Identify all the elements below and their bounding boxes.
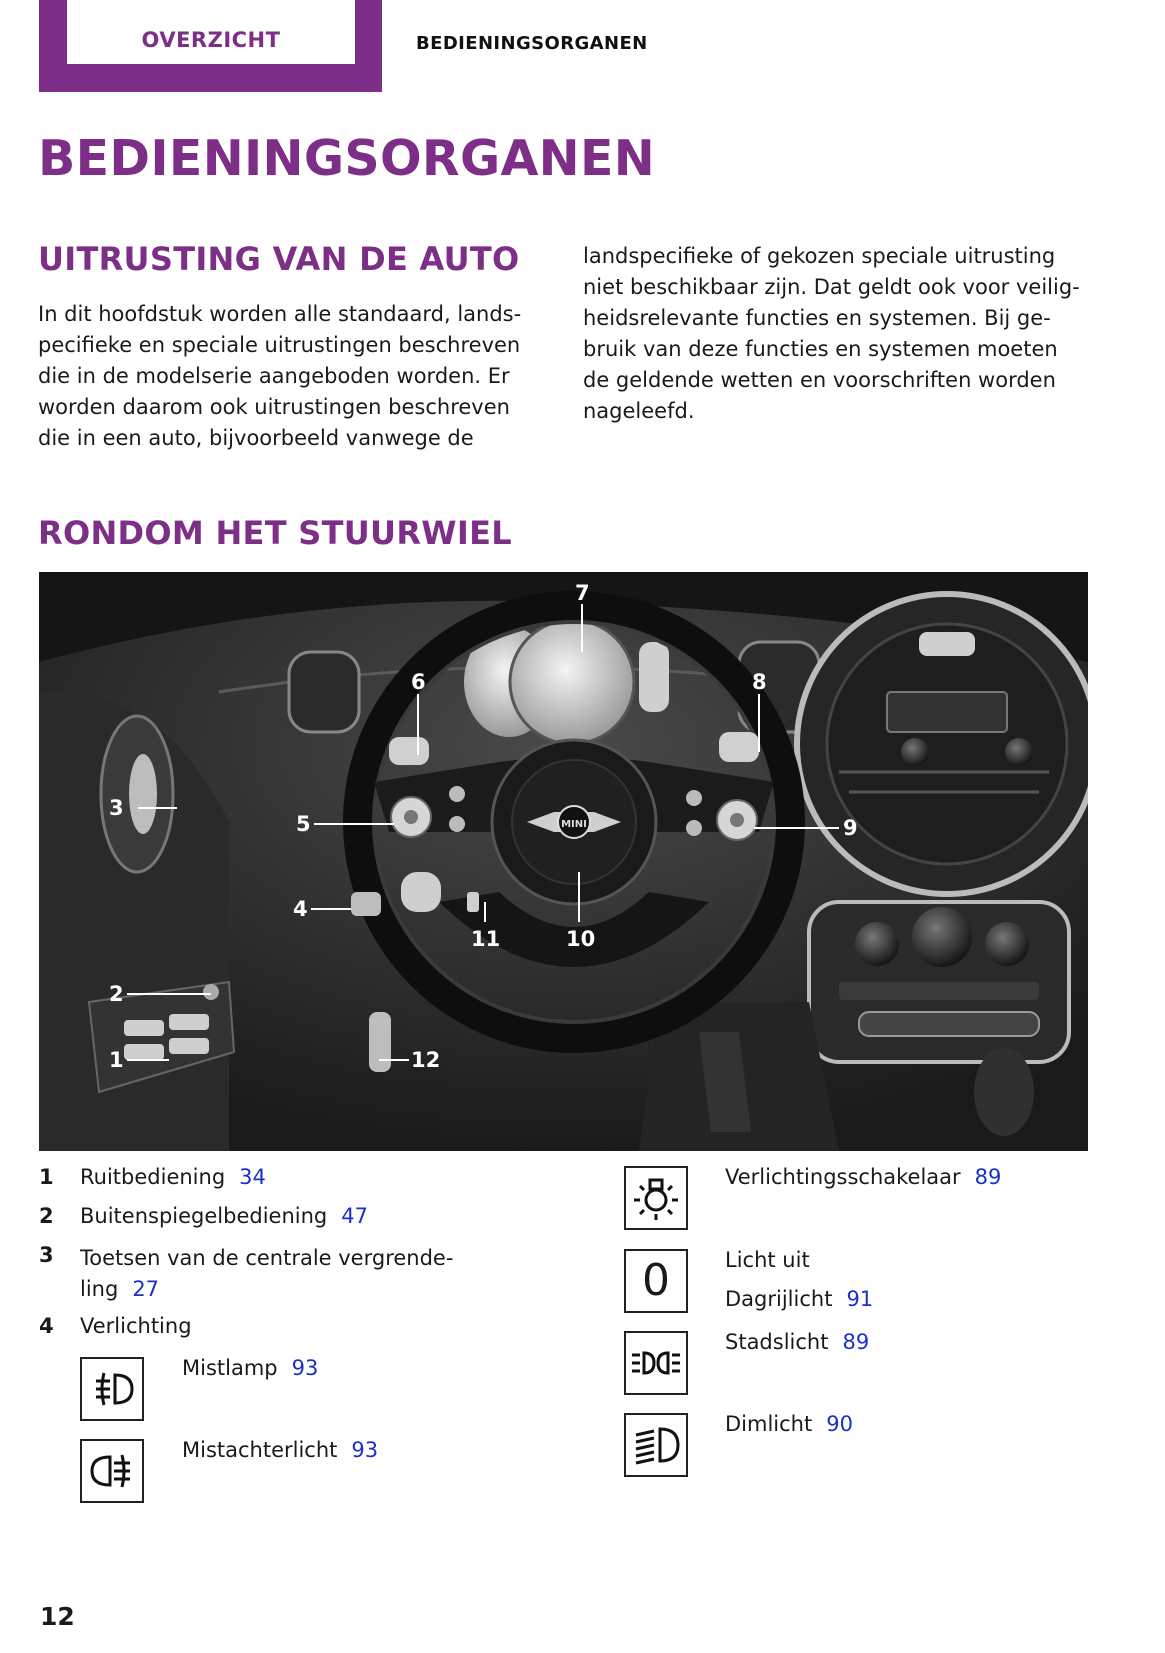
- section-heading-uitrusting: UITRUSTING VAN DE AUTO: [38, 240, 520, 278]
- legend-sub-licht-uit: [725, 1248, 810, 1272]
- rear-fog-lamp-icon: [80, 1439, 144, 1503]
- callout-8: 8: [752, 670, 767, 694]
- intro-column-right: [583, 241, 1083, 427]
- page-ref-link[interactable]: 90: [826, 1412, 853, 1436]
- callout-4: 4: [293, 897, 308, 921]
- lights-off-icon: [624, 1249, 688, 1313]
- legend-item-verlichting: [80, 1314, 192, 1338]
- callout-11: 11: [471, 927, 501, 951]
- callout-7: 7: [575, 581, 590, 605]
- mini-badge-text: MINI: [561, 819, 587, 830]
- legend-num-1: 1: [39, 1165, 54, 1189]
- legend-sub-stadslicht: [725, 1330, 869, 1354]
- legend-sub-mistlamp: [182, 1356, 318, 1380]
- callout-3: 3: [109, 796, 124, 820]
- legend-label: Stadslicht: [725, 1330, 829, 1354]
- page-ref-link[interactable]: 93: [351, 1438, 379, 1462]
- text-line: landspecifieke of gekozen speciale uitrusting: [583, 244, 1056, 268]
- legend-sub-verlichtingsschakelaar: [725, 1165, 1001, 1189]
- legend-label: Mistachterlicht: [182, 1438, 338, 1462]
- legend-label-cont: ling: [80, 1277, 119, 1301]
- legend-item-ruitbediening: [80, 1165, 266, 1189]
- callout-10: 10: [566, 927, 596, 951]
- text-line: die in de modelserie aangeboden worden. Er: [38, 364, 510, 388]
- text-line: de geldende wetten en voorschriften worden: [583, 368, 1056, 392]
- callout-5: 5: [296, 812, 311, 836]
- legend-label: Verlichtingsschakelaar: [725, 1165, 961, 1189]
- header-tab-overzicht[interactable]: OVERZICHT: [141, 28, 281, 52]
- low-beam-icon: [624, 1413, 688, 1477]
- page-ref-link[interactable]: 93: [291, 1356, 319, 1380]
- callout-9: 9: [843, 816, 858, 840]
- legend-label: Licht uit: [725, 1248, 810, 1272]
- page-ref-link[interactable]: 91: [846, 1287, 874, 1311]
- page-ref-link[interactable]: 34: [239, 1165, 266, 1189]
- legend-label: Dimlicht: [725, 1412, 813, 1436]
- page-ref-link[interactable]: 89: [842, 1330, 870, 1354]
- intro-column-left: [38, 299, 558, 454]
- legend-item-buitenspiegel: [80, 1204, 368, 1228]
- text-line: worden daarom ook uitrustingen beschreven: [38, 395, 510, 419]
- section-heading-stuurwiel: RONDOM HET STUURWIEL: [38, 514, 512, 552]
- legend-num-3: 3: [39, 1243, 54, 1267]
- page-ref-link[interactable]: 27: [132, 1277, 160, 1301]
- callout-2: 2: [109, 982, 124, 1006]
- text-line: niet beschikbaar zijn. Dat geldt ook voor veilig-: [583, 275, 1080, 299]
- text-line: die in een auto, bijvoorbeeld vanwege de: [38, 426, 474, 450]
- lights-off-glyph: 0: [642, 1255, 670, 1306]
- page-number: 12: [40, 1602, 75, 1631]
- cockpit-photo: [39, 572, 1088, 1151]
- legend-label: Toetsen van de centrale vergrende-: [80, 1246, 454, 1270]
- light-switch-icon: [624, 1166, 688, 1230]
- text-line: In dit hoofdstuk worden alle standaard, lands-: [38, 302, 522, 326]
- front-fog-lamp-icon: [80, 1357, 144, 1421]
- legend-label: Buitenspiegelbediening: [80, 1204, 328, 1228]
- legend-sub-dimlicht: [725, 1412, 853, 1436]
- callout-1: 1: [109, 1048, 124, 1072]
- cockpit-illustration: [39, 572, 1088, 1151]
- legend-num-2: 2: [39, 1204, 54, 1228]
- callout-12: 12: [411, 1048, 441, 1072]
- text-line: pecifieke en speciale uitrustingen beschreven: [38, 333, 521, 357]
- parking-light-icon: [624, 1331, 688, 1395]
- legend-label: Ruitbediening: [80, 1165, 226, 1189]
- text-line: nageleefd.: [583, 399, 695, 423]
- legend-sub-mistachterlicht: [182, 1438, 378, 1462]
- legend-item-centrale-vergrendeling: [80, 1243, 453, 1305]
- breadcrumb: BEDIENINGSORGANEN: [416, 33, 648, 54]
- callout-6: 6: [411, 670, 426, 694]
- legend-num-4: 4: [39, 1314, 54, 1338]
- legend-label: Dagrijlicht: [725, 1287, 833, 1311]
- page-ref-link[interactable]: 47: [341, 1204, 368, 1228]
- page-title: BEDIENINGSORGANEN: [38, 130, 656, 187]
- text-line: bruik van deze functies en systemen moeten: [583, 337, 1058, 361]
- legend-sub-dagrijlicht: [725, 1287, 873, 1311]
- legend-label: Mistlamp: [182, 1356, 278, 1380]
- text-line: heidsrelevante functies en systemen. Bij ge-: [583, 306, 1051, 330]
- legend-label: Verlichting: [80, 1314, 192, 1338]
- page-ref-link[interactable]: 89: [974, 1165, 1002, 1189]
